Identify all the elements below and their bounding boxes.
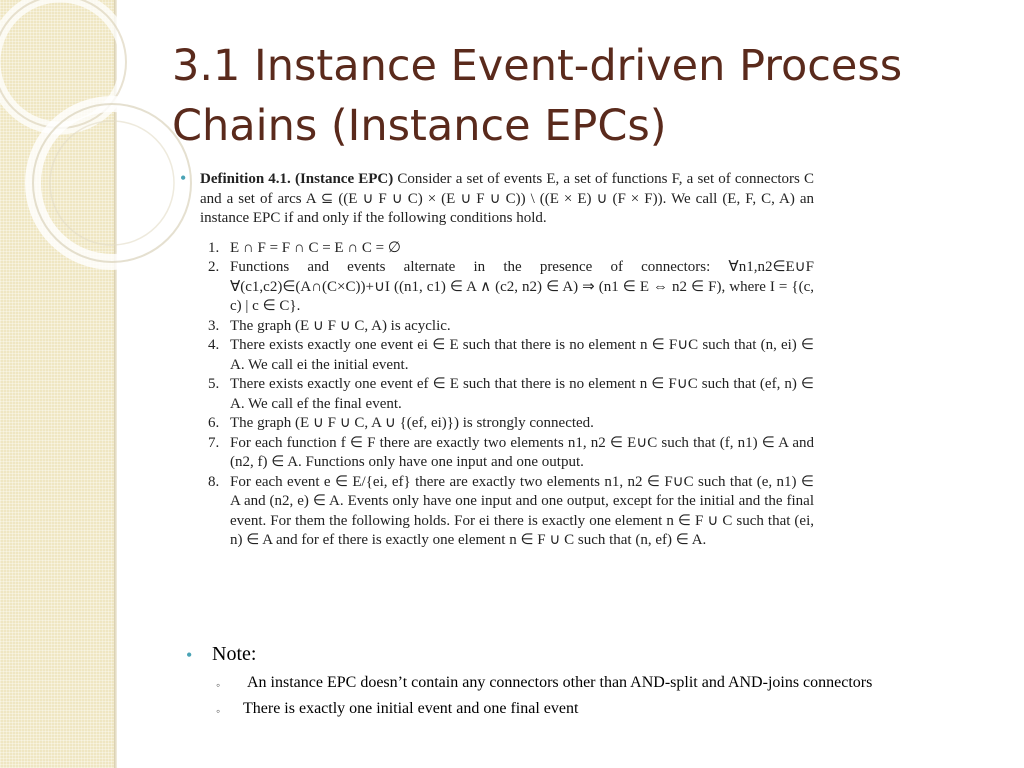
- condition-item: 1. E ∩ F = F ∩ C = E ∩ C = ∅: [208, 239, 401, 256]
- definition-heading: Definition 4.1. (Instance EPC): [200, 171, 394, 187]
- definition-intro: Consider a set of events E, a set of functions F, a set of connectors C and a set of arcs A ⊆ ((E ∪ F ∪ C) × (E ∪ F ∪ C)) \ ((E × E) ∪ (F × F)). We call (E, F, C, A) an instance EPC if and only if the following conditions hold.: [200, 171, 814, 226]
- condition-item: 3. The graph (E ∪ F ∪ C, A) is acyclic.: [208, 317, 451, 334]
- definition-intro-paragraph: [200, 170, 814, 229]
- condition-item: 7. For each function f ∈ F there are exactly two elements n1, n2 ∈ E∪C such that (f, n1) ∈ A and (n2, f) ∈ A. Functions only have one input and one output.: [208, 434, 814, 470]
- sub-bullet-icon: ◦: [216, 678, 221, 692]
- bullet-icon: •: [186, 645, 193, 665]
- decorative-circles: [0, 0, 200, 330]
- sub-bullet-icon: ◦: [216, 704, 221, 718]
- bullet-icon: •: [180, 168, 187, 188]
- definition-block: [200, 170, 814, 551]
- slide-title: [172, 36, 992, 156]
- title-line-1: 3.1 Instance Event-driven Process: [172, 41, 903, 91]
- condition-item: 4. There exists exactly one event ei ∈ E such that there is no element n ∈ F∪C such that (n, ei) ∈ A. We call ei the initial event.: [208, 337, 814, 373]
- condition-list: [200, 239, 814, 551]
- title-line-2: Chains (Instance EPCs): [172, 101, 667, 151]
- condition-item: 2. Functions and events alternate in the presence of connectors: ∀n1,n2∈E∪F ∀(c1,c2)∈(A∩(C×C))+∪I ((n1, c1) ∈ A ∧ (c2, n2) ∈ A) ⇒ (n1 ∈ E ⇔ n2 ∈ F), where I = {(c, c) | c ∈ C}.: [208, 259, 814, 314]
- condition-item: 5. There exists exactly one event ef ∈ E such that there is no element n ∈ F∪C such that (ef, n) ∈ A. We call ef the final event.: [208, 376, 814, 412]
- condition-item: 6. The graph (E ∪ F ∪ C, A ∪ {(ef, ei)}) is strongly connected.: [208, 415, 594, 431]
- note-item: There is exactly one initial event and one final event: [243, 700, 579, 717]
- condition-item: 8. For each event e ∈ E/{ei, ef} there are exactly two elements n1, n2 ∈ F∪C such that (e, n1) ∈ A and (n2, e) ∈ A. Events only have one input and one output, except for the initial and the final event. For them the following holds. For ei there is exactly one element n ∈ F ∪ C such that (ei, n) ∈ A and for ef there is exactly one element n ∈ F ∪ C such that (n, ef) ∈ A.: [208, 473, 814, 548]
- note-item: An instance EPC doesn’t contain any connectors other than AND-split and AND-joins connectors: [247, 674, 873, 691]
- note-label: Note:: [212, 643, 257, 665]
